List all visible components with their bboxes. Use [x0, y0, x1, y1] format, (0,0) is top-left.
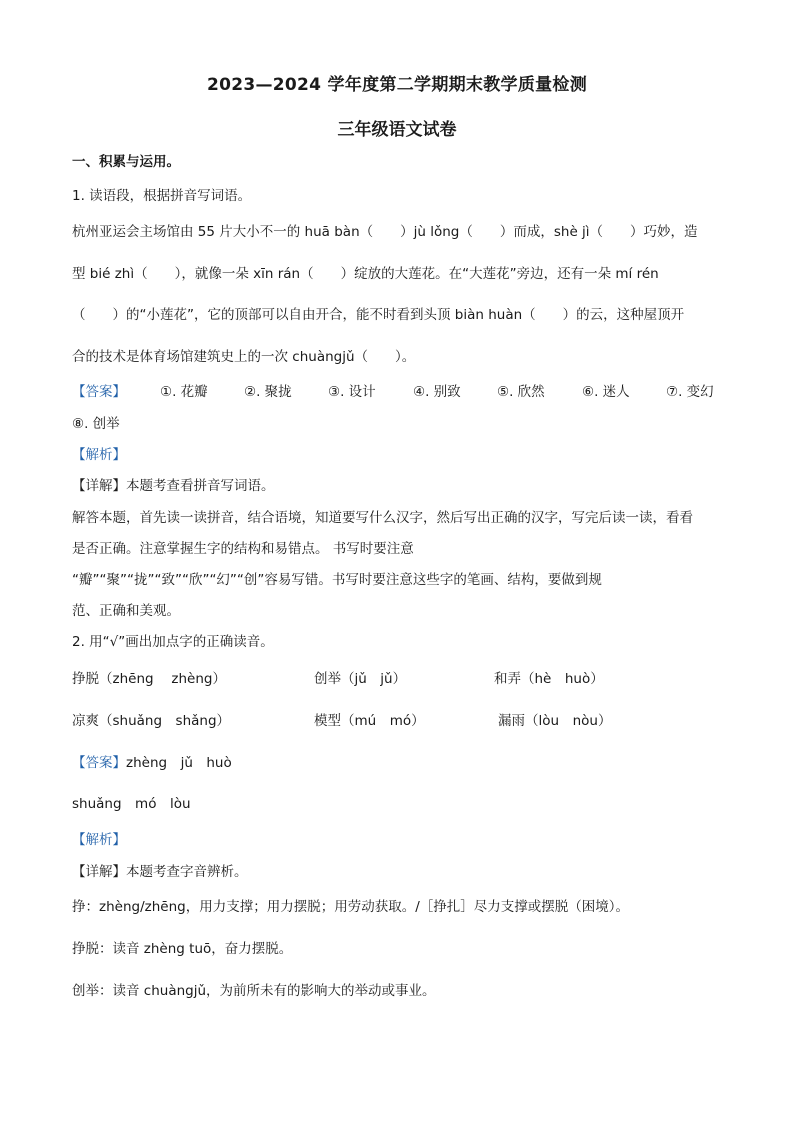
pronunciation-item: 挣脱（zhēng zhèng） — [72, 671, 226, 687]
explanation-line: 是否正确。注意掌握生字的结构和易错点。 书写时要注意 — [72, 541, 414, 557]
answer-item: ⑤. 欣然 — [497, 384, 545, 400]
question-1-passage-line-1: 杭州亚运会主场馆由 55 片大小不一的 huā bàn（ ）jù lǒng（ ）而成，shè jì（ ）巧妙，造 — [72, 224, 698, 240]
explanation-line: 解答本题，首先读一读拼音，结合语境，知道要写什么汉字，然后写出正确的汉字，写完后读一读，看看 — [72, 510, 693, 526]
detail-label: 【详解】 — [72, 864, 126, 880]
detail-line — [72, 474, 275, 494]
detail-text: 本题考查看拼音写词语。 — [126, 478, 275, 494]
answer-item: ⑦. 变幻 — [666, 384, 714, 400]
answer-label: 【答案】 — [72, 755, 126, 771]
question-1-passage-line-2: 型 bié zhì（ ），就像一朵 xīn rán（ ）绽放的大莲花。在“大莲花”旁边，还有一朵 mí rén — [72, 266, 659, 282]
answer-item: ②. 聚拢 — [244, 384, 292, 400]
answer-line — [72, 751, 232, 771]
pronunciation-item: 漏雨（lòu nòu） — [498, 713, 612, 729]
detail-label: 【详解】 — [72, 478, 126, 494]
answer-label: 【答案】 — [72, 384, 126, 400]
page-title: 2023—2024 学年度第二学期期末教学质量检测 — [206, 75, 588, 95]
answer-text: zhèng jǔ huò — [126, 755, 232, 771]
note-line: 创举：读音 chuàngjǔ，为前所未有的影响大的举动或事业。 — [72, 983, 436, 999]
answer-item: ④. 别致 — [413, 384, 461, 400]
answer-item: ①. 花瓣 — [160, 384, 208, 400]
question-1-passage-line-3: （ ）的“小莲花”，它的顶部可以自由开合，能不时看到头顶 biàn huàn（ ）的云，这种屋顶开 — [72, 307, 685, 323]
answer-text: shuǎng mó lòu — [72, 796, 191, 812]
detail-line — [72, 860, 248, 880]
pronunciation-item: 模型（mú mó） — [314, 713, 425, 729]
explanation-line: “瓣”“聚”“拢”“致”“欣”“幻”“创”容易写错。书写时要注意这些字的笔画、结构，要做到规 — [72, 572, 602, 588]
analysis-label: 【解析】 — [72, 447, 126, 463]
note-line: 挣：zhèng/zhēng，用力支撑；用力摆脱；用劳动获取。/［挣扎］尽力支撑或摆脱（困境）。 — [72, 899, 629, 915]
answer-item: ③. 设计 — [328, 384, 376, 400]
question-1-prompt: 1. 读语段，根据拼音写词语。 — [72, 188, 252, 204]
page-subtitle: 三年级语文试卷 — [337, 120, 457, 140]
explanation-line: 范、正确和美观。 — [72, 603, 180, 619]
note-line: 挣脱：读音 zhèng tuō，奋力摆脱。 — [72, 941, 293, 957]
question-2-prompt: 2. 用“√”画出加点字的正确读音。 — [72, 634, 274, 650]
question-1-passage-line-4: 合的技术是体育场馆建筑史上的一次 chuàngjǔ（ ）。 — [72, 349, 416, 365]
analysis-label: 【解析】 — [72, 832, 126, 848]
pronunciation-item: 凉爽（shuǎng shǎng） — [72, 713, 231, 729]
answer-item: ⑥. 迷人 — [582, 384, 630, 400]
pronunciation-item: 和弄（hè huò） — [494, 671, 604, 687]
section-heading: 一、积累与运用。 — [72, 154, 180, 170]
answer-item: ⑧. 创举 — [72, 416, 120, 432]
detail-text: 本题考查字音辨析。 — [126, 864, 248, 880]
pronunciation-item: 创举（jǔ jǔ） — [314, 671, 407, 687]
